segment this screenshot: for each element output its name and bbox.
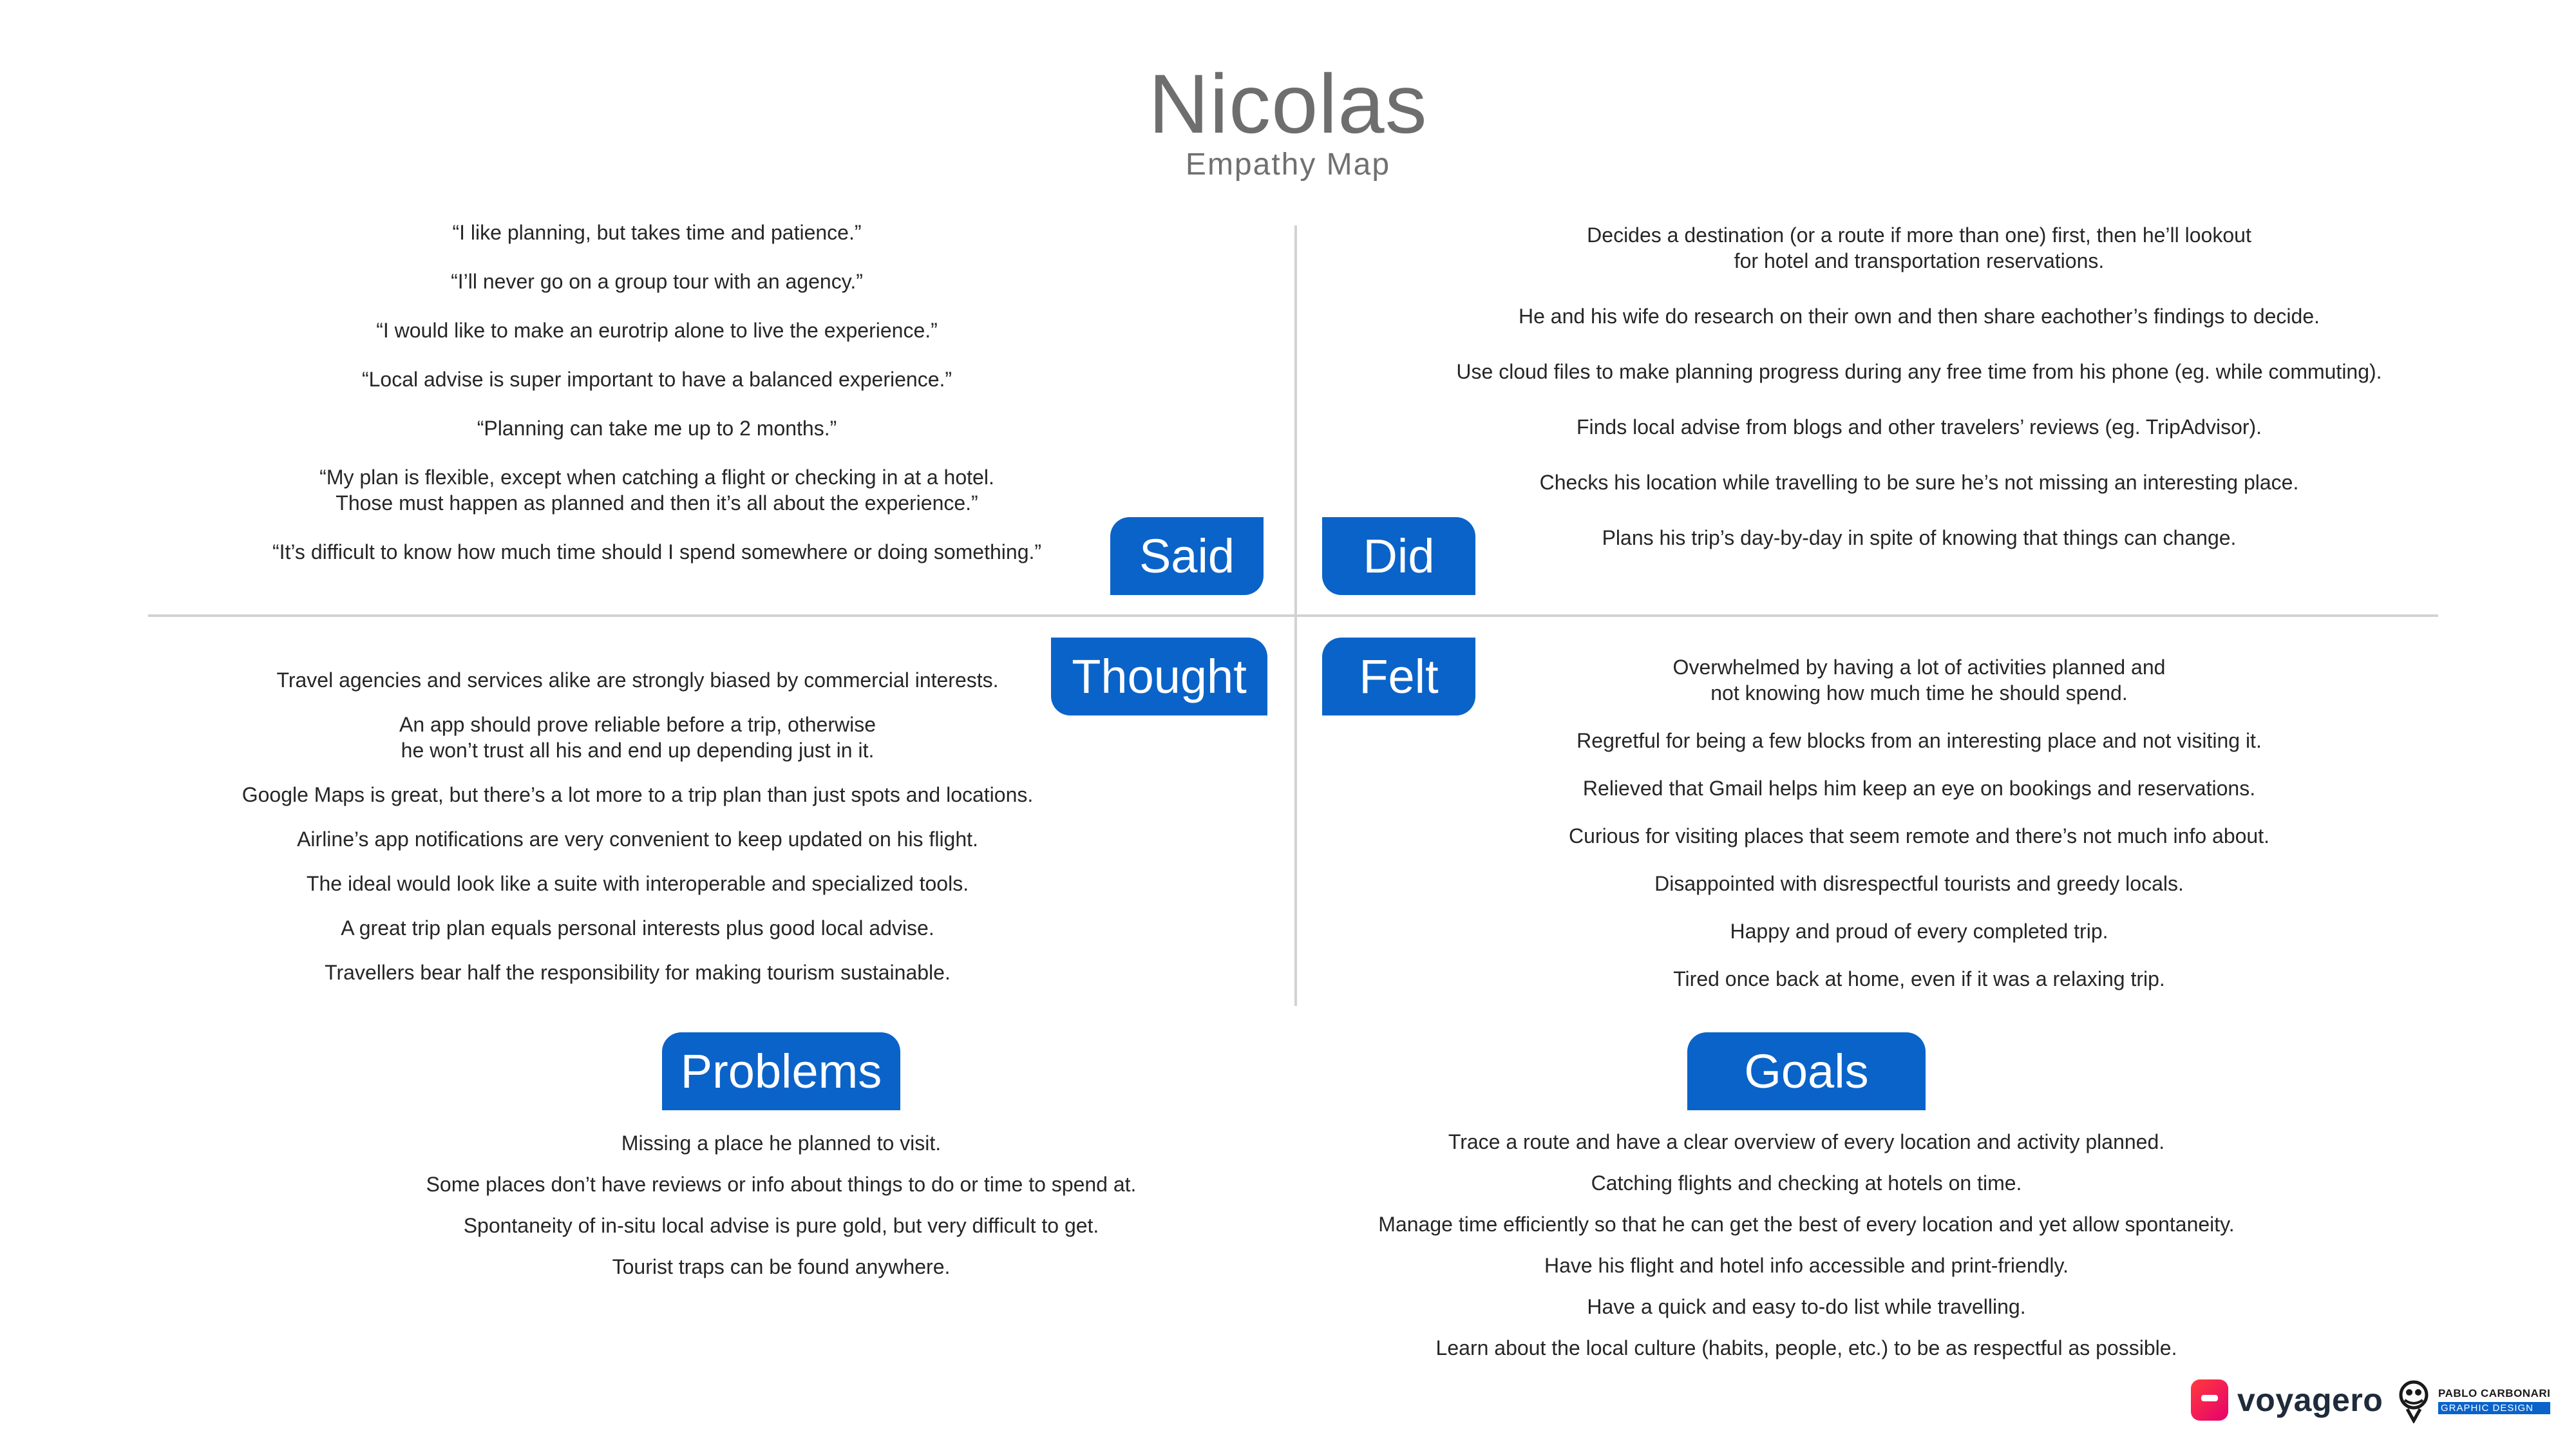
goals-list	[1288, 1129, 2325, 1361]
did-label: Did	[1322, 517, 1475, 595]
goals-item: Learn about the local culture (habits, people, etc.) to be as respectful as possible.	[1435, 1336, 2177, 1359]
thought-list	[167, 667, 1108, 985]
thought-label: Thought	[1051, 638, 1267, 715]
problems-item: Spontaneity of in-situ local advise is pure gold, but very difficult to get.	[463, 1214, 1099, 1237]
thought-item: Travellers bear half the responsibility for making tourism sustainable.	[325, 961, 951, 984]
said-item: “Planning can take me up to 2 months.”	[477, 417, 837, 440]
felt-label: Felt	[1322, 638, 1475, 715]
felt-item: Tired once back at home, even if it was a relaxing trip.	[1673, 967, 2165, 990]
problems-item: Some places don’t have reviews or info about things to do or time to spend at.	[426, 1173, 1137, 1196]
did-item: Checks his location while travelling to be sure he’s not missing an interesting place.	[1539, 471, 2299, 494]
thought-item: An app should prove reliable before a trip, otherwise he won’t trust all his and end up depending just in it.	[399, 713, 876, 762]
said-item: “I would like to make an eurotrip alone to live the experience.”	[376, 319, 938, 342]
thought-item: A great trip plan equals personal interests plus good local advise.	[341, 916, 934, 940]
did-list	[1385, 222, 2454, 551]
goals-item: Manage time efficiently so that he can get the best of every location and yet allow spontaneity.	[1378, 1213, 2235, 1236]
pablo-carbonari-name: PABLO CARBONARI	[2438, 1387, 2551, 1399]
said-item: “Local advise is super important to have a balanced experience.”	[361, 368, 952, 391]
felt-item: Disappointed with disrespectful tourists and greedy locals.	[1654, 872, 2184, 895]
horizontal-divider	[148, 614, 2438, 617]
goals-item: Trace a route and have a clear overview of every location and activity planned.	[1448, 1130, 2165, 1153]
goals-item: Have a quick and easy to-do list while travelling.	[1587, 1295, 2026, 1318]
pablo-carbonari-text	[2438, 1387, 2550, 1414]
felt-item: Regretful for being a few blocks from an interesting place and not visiting it.	[1577, 729, 2262, 752]
problems-item: Missing a place he planned to visit.	[621, 1132, 942, 1155]
felt-item: Relieved that Gmail helps him keep an eye on bookings and reservations.	[1582, 777, 2256, 800]
pablo-carbonari-icon	[2396, 1378, 2432, 1423]
thought-item: Travel agencies and services alike are strongly biased by commercial interests.	[276, 668, 999, 692]
said-list	[206, 220, 1108, 565]
felt-item: Curious for visiting places that seem remote and there’s not much info about.	[1569, 824, 2269, 848]
said-item: “My plan is flexible, except when catching a flight or checking in at a hotel. Those must happen as planned and then it’s all about the experience.”	[319, 466, 994, 515]
did-item: Use cloud files to make planning progress during any free time from his phone (eg. while commuting).	[1456, 360, 2382, 383]
voyagero-icon	[2191, 1379, 2228, 1421]
problems-label: Problems	[662, 1032, 900, 1110]
did-item: Plans his trip’s day-by-day in spite of knowing that things can change.	[1602, 526, 2237, 549]
did-item: Decides a destination (or a route if more than one) first, then he’ll lookout for hotel and transportation reservations.	[1587, 223, 2251, 272]
voyagero-logo	[2191, 1379, 2383, 1421]
thought-item: Google Maps is great, but there’s a lot more to a trip plan than just spots and locations.	[242, 783, 1034, 806]
said-label: Said	[1110, 517, 1264, 595]
goals-item: Have his flight and hotel info accessible and print-friendly.	[1544, 1254, 2069, 1277]
felt-item: Happy and proud of every completed trip.	[1730, 920, 2108, 943]
goals-label: Goals	[1687, 1032, 1926, 1110]
page-subtitle: Empathy Map	[1185, 147, 1391, 182]
did-item: Finds local advise from blogs and other travelers’ reviews (eg. TripAdvisor).	[1576, 415, 2262, 439]
page-title: Nicolas	[1148, 57, 1428, 151]
said-item: “I’ll never go on a group tour with an agency.”	[451, 270, 863, 293]
goals-item: Catching flights and checking at hotels on time.	[1591, 1171, 2022, 1195]
felt-item: Overwhelmed by having a lot of activities planned and not knowing how much time he should spend.	[1672, 656, 2166, 705]
thought-item: The ideal would look like a suite with interoperable and specialized tools.	[306, 872, 969, 895]
felt-list	[1481, 654, 2357, 992]
problems-list	[330, 1130, 1232, 1280]
said-item: “I like planning, but takes time and patience.”	[452, 221, 862, 244]
pablo-carbonari-logo	[2396, 1378, 2550, 1423]
thought-item: Airline’s app notifications are very convenient to keep updated on his flight.	[297, 828, 978, 851]
did-item: He and his wife do research on their own and then share eachother’s findings to decide.	[1518, 305, 2320, 328]
problems-item: Tourist traps can be found anywhere.	[612, 1255, 951, 1278]
pablo-carbonari-tagline: GRAPHIC DESIGN	[2438, 1402, 2550, 1414]
said-item: “It’s difficult to know how much time should I spend somewhere or doing something.”	[272, 540, 1042, 564]
voyagero-wordmark: voyagero	[2237, 1382, 2383, 1418]
